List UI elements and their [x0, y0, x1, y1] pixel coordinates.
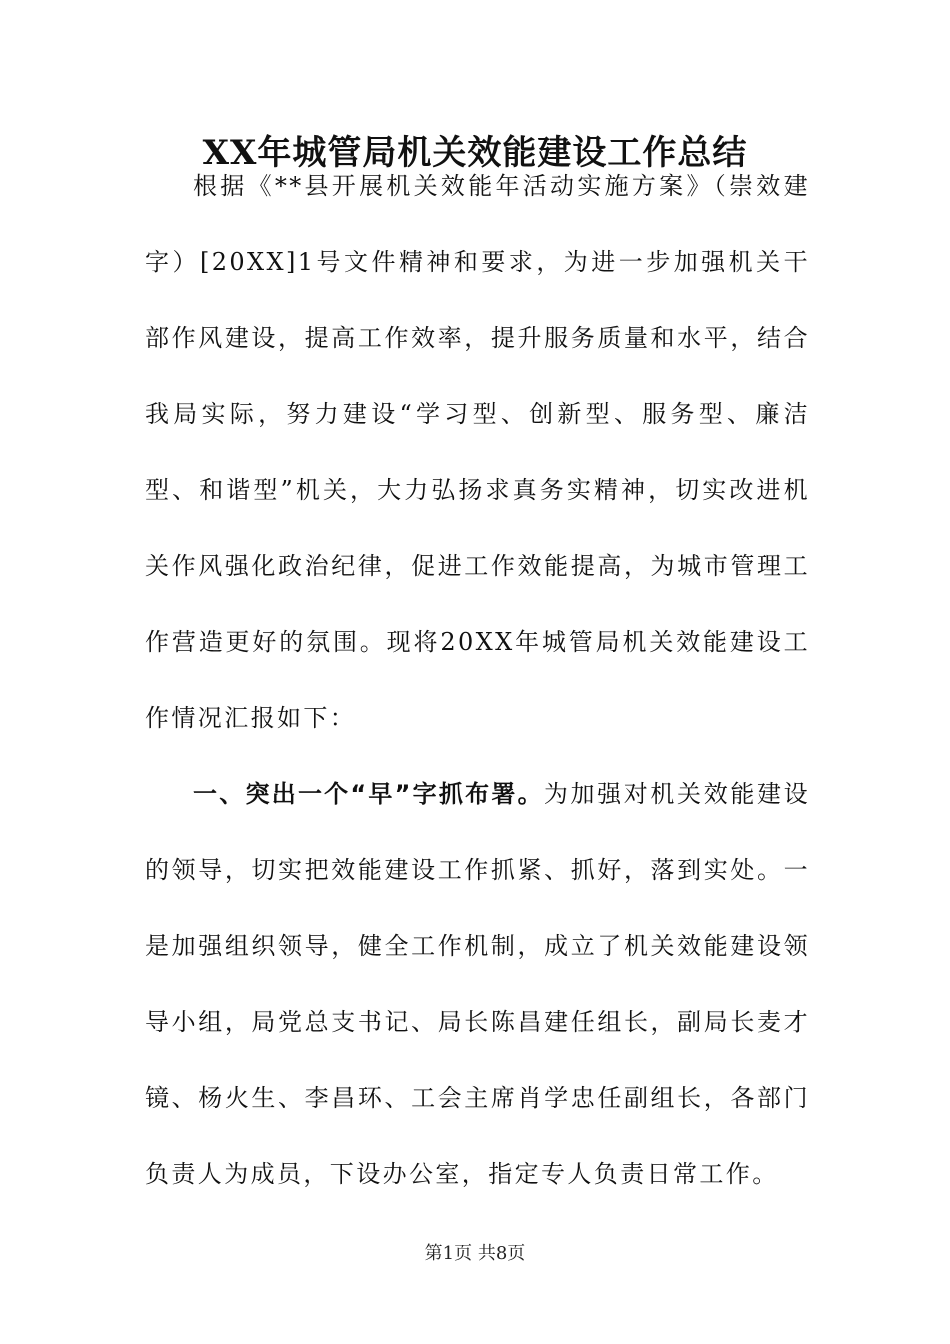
paragraph-intro-text: 根据《**县开展机关效能年活动实施方案》（崇效建字）[20XX]1号文件精神和要求，为进一步加强机关干部作风建设，提高工作效率，提升服务质量和水平，结合我局实际，努力建设“学习型、创新型、服务型、廉洁型、和谐型”机关，大力弘扬求真务实精神，切实改进机关作风强化政治纪律，促进工作效能提高，为城市管理工作营造更好的氛围。现将20XX年城管局机关效能建设工作情况汇报如下： [145, 172, 810, 732]
page-number-footer: 第1页 共8页 [424, 1243, 526, 1264]
paragraph-section-one [145, 756, 810, 1212]
paragraph-section-one-text: 为加强对机关效能建设的领导，切实把效能建设工作抓紧、抓好，落到实处。一是加强组织领导，健全工作机制，成立了机关效能建设领导小组，局党总支书记、局长陈昌建任组长，副局长麦才镜、杨火生、李昌环、工会主席肖学忠任副组长，各部门负责人为成员，下设办公室，指定专人负责日常工作。 [145, 780, 811, 1188]
section-one-heading: 一、突出一个“早”字抓布署。 [193, 780, 544, 808]
document-title: XX年城管局机关效能建设工作总结 [202, 133, 748, 173]
paragraph-intro [145, 148, 810, 756]
document-body [145, 148, 810, 1212]
